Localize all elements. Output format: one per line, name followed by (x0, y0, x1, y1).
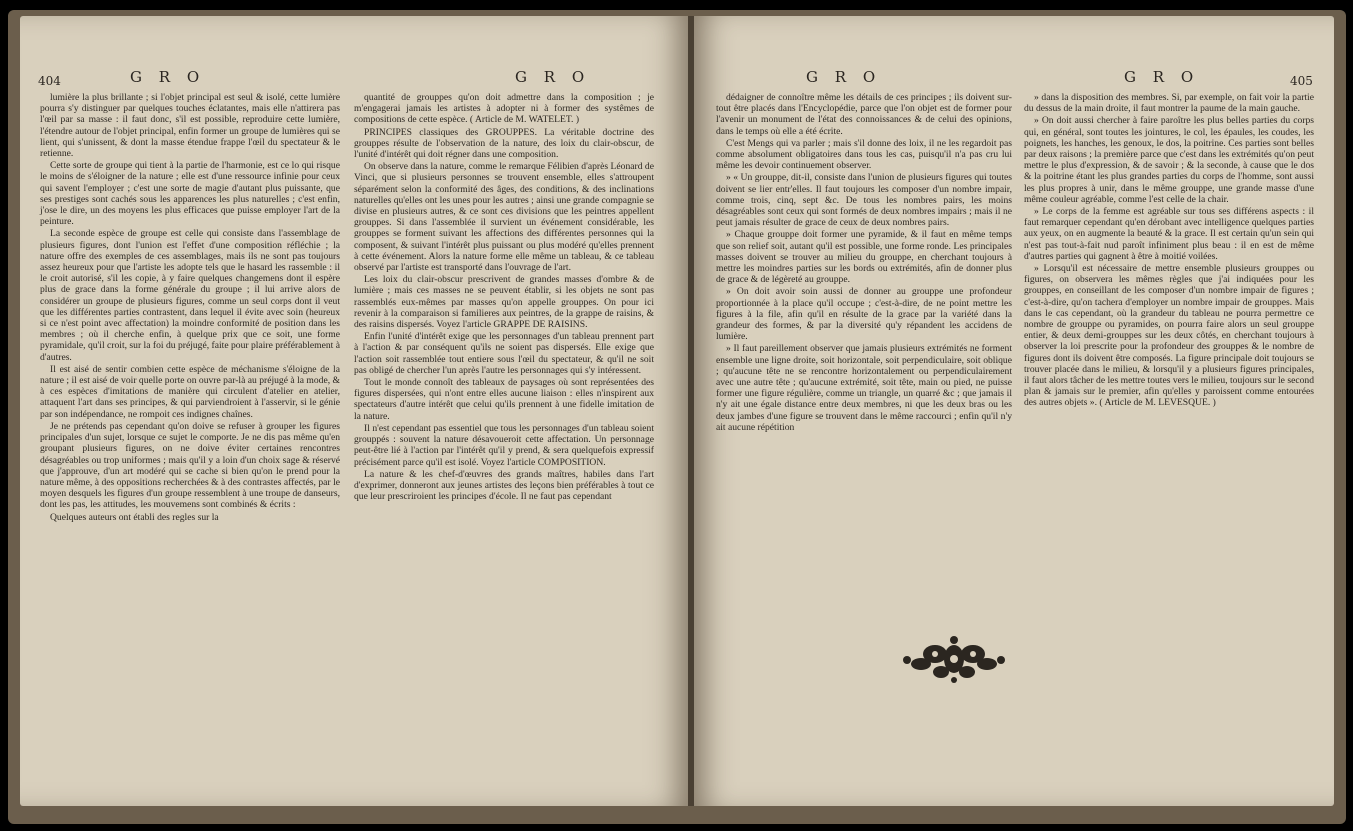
running-head-left-2: G R O (515, 68, 591, 86)
right-page (694, 16, 1334, 806)
quoted-paragraph: » Le corps de la femme est agréable sur tous ses différens aspects : il faut remarquer cependant qu'en dérobant avec intelligence quelques parties aux yeux, on en augmente la beauté & la grace. Il est certain qu'un sein qui n'est pas tout-à-fait nud paroît infiniment plus beau : il en est de même d'autres parties qui gagnent à être à moitié voilées. (1024, 206, 1314, 262)
running-head-left-1: G R O (130, 68, 206, 86)
paragraph: dédaigner de connoître même les détails de ces principes ; ils doivent sur-tout être placés dans l'Encyclopédie, parce que l'on objet est de former pour l'avenir un monument de l'état des connoissances & de celui des opinions, dans le temps où elle a été écrite. (716, 92, 1012, 137)
paragraph: Cette sorte de groupe qui tient à la partie de l'harmonie, est ce lo qui risque le moins de s'éloigner de la nature ; elle est d'une ressource infinie pour ceux qui savent l'employer ; c'est une sorte de magie d'autant plus puissante, que ses prestiges sont cachés sous les apparences les plus naturelles ; c'est enfin, j'ose le dire, un des moyens les plus efficaces que puisse employer l'art de la peinture. (40, 160, 340, 228)
quoted-paragraph: » Il faut pareillement observer que jamais plusieurs extrémités ne forment ensemble une ligne droite, soit horizontale, soit perpendiculaire, soit oblique ; qu'aucune tête ne se rencontre horizontalement ou perpendiculairement avec une autre tête ; qu'aucune extrémité, soit tête, main ou pied, ne puisse former une figure régulière, comme un triangle, un quarré &c ; que jamais il n'y ait une égale distance entre deux membres, ni que les deux bras ou les deux jambes d'une figure se trouvent dans le même raccourci ; enfin qu'il n'y ait aucune répétition (716, 343, 1012, 433)
left-column-1 (40, 92, 340, 524)
paragraph: Il n'est cependant pas essentiel que tous les personnages d'un tableau soient grouppés : souvent la nature désavoueroit cette affectation. Un personnage peut-être lié à l'action par l'intérêt qu'il y prend, & sera quelquefois expressif précisément parce qu'il est isolé. Voyez l'article COMPOSITION. (354, 422, 654, 468)
right-column-1 (716, 92, 1012, 434)
paragraph: C'est Mengs qui va parler ; mais s'il donne des loix, il ne les regardoit pas comme absolument obligatoires dans tous les cas, puisqu'il n'a pas cru lui même les devoir continuement observer. (716, 137, 1012, 172)
paragraph: Je ne prétends pas cependant qu'on doive se refuser à grouper les figures principales d'un sujet, lorsque ce sujet le comporte. Je ne dis pas même qu'en groupant plusieurs figures, on ne doive éviter certaines rencontres désagréables ou trop uniformes ; mais qu'il y a loin d'un choix sage & réservé que j'approuve, d'un art modéré qui se cache si bien qu'on le prend pour la nature même, à des oppositions recherchées & à des contrastes affectés, par le moyen desquels les figures d'un groupe ressemblent à une troupe de danseurs, dont les pas, les attitudes, les mouvemens sont combinés & écrits : (40, 420, 340, 511)
paragraph: Enfin l'unité d'intérêt exige que les personnages d'un tableau prennent part à l'action & par conséquent qu'ils ne soient pas dispersés. Elle exige que l'action soit rassemblée tout entiere sous l'œil du spectateur, & qu'il ne soit pas obligé de chercher l'un après l'autre les personnages qui s'y intéressent. (354, 331, 654, 376)
quoted-paragraph: » On doit avoir soin aussi de donner au grouppe une profondeur proportionnée à la place qu'il occupe ; c'est-à-dire, de ne point mettre les figures à la file, afin qu'il en résulte de la grace par la variété dans la grandeur des formes, & par la diversité qu'y répandent les accidens de lumière. (716, 286, 1012, 342)
paragraph: quantité de grouppes qu'on doit admettre dans la composition ; je m'engagerai jamais les artistes à adopter ni à former des systêmes de compositions de cette espèce. ( Article de M. WATELET. ) (354, 92, 654, 126)
paragraph: La nature & les chef-d'œuvres des grands maîtres, habiles dans l'art d'exprimer, donneront aux jeunes artistes des leçons bien préférables à tout ce que leur prescriroient les principes d'école. Il ne faut pas cependant (354, 468, 654, 503)
paragraph: Les loix du clair-obscur prescrivent de grandes masses d'ombre & de lumière ; mais ces masses ne se peuvent établir, si les objets ne sont pas rassemblés eux-mêmes par masses qu'on appelle grouppes. On pour ici revenir à la comparaison si familieres aux peintres, de la grappe de raisins, & des raisins dispersés. Voyez l'article GRAPPE DE RAISINS. (354, 274, 654, 331)
paragraph: On observe dans la nature, comme le remarque Félibien d'après Léonard de Vinci, que si plusieurs personnes se trouvent ensemble, elles s'attroupent séparément selon la conformité des âges, des conditions, & des inclinations naturelles qu'elles ont les unes pour les autres ; ainsi une grande compagnie se divise en plusieurs autres, & ce sont ces divisions que les peintres appellent grouppes. Si dans l'assemblée il survient un événement considérable, les grouppes se forment suivant les affections des différentes personnes qui la composent, & suivant l'intérêt plus puissant ou plus modéré qu'elles prennent à cette événement. Alors la nature forme elle même un tableau, & ce tableau observé par l'artiste est transporté dans l'ouvrage de l'art. (354, 161, 654, 274)
paragraph: Il est aisé de sentir combien cette espèce de méchanisme s'éloigne de la nature ; il est aisé de voir quelle porte on ouvre par-là au préjugé à la mode, & à ces espèces d'imitations de manière qui circulent d'atelier en atelier, attaquent l'art dans ses principes, & qui parviendroient à l'asservir, si le génie par son indépendance, ne rompoit ces indignes chaînes. (40, 363, 340, 420)
left-column-2 (354, 92, 654, 503)
right-column-2 (1024, 92, 1314, 410)
quoted-paragraph: » dans la disposition des membres. Si, par exemple, on fait voir la partie du dessus de la main droite, il faut montrer la paume de la main gauche. (1024, 92, 1314, 114)
quoted-paragraph: » « Un grouppe, dit-il, consiste dans l'union de plusieurs figures qui toutes doivent se lier entr'elles. Il faut toujours les composer d'un nombre impair, comme trois, cinq, sept &c. De tous les nombres pairs, les moins désagréables sont ceux qui sont formés de deux nombres impairs ; mais il ne peut jamais résulter de grace de ceux de deux nombres pairs. (716, 172, 1012, 228)
page-number-left: 404 (38, 74, 61, 88)
paragraph: Quelques auteurs ont établi des regles sur la (50, 511, 219, 523)
quoted-paragraph: » Chaque grouppe doit former une pyramide, & il faut en même temps que son relief soit, autant qu'il est possible, une forme ronde. Les principales masses doivent se trouver au milieu du grouppe, en cherchant toujours à mettre les moindres parties sur les bords ou extrémités, afin de donner plus de grace & de légèreté au grouppe. (716, 229, 1012, 285)
paragraph: La seconde espèce de groupe est celle qui consiste dans l'assemblage de plusieurs figures, dont l'union est l'effet d'une composition réfléchie ; la nature offre des exemples de ces assemblages, mais ils ne sont pas toujours assez heureux pour que l'artiste les adopte tels que le hasard les rassemble : il le croit autorisé, s'il les copie, à y faire quelques changemens dont il espère plus de grace dans la forme générale du groupe ; il lui arrive alors de considérer un groupe de plusieurs figures, comme un seul corps dont il veut que les différentes parties contrastent, dans lequel il évite avec soin (heureux si ce n'est point avec affectation) la moindre conformité de position dans les membres ; où il cherche enfin, à quelque prix que ce soit, une forme pyramidale, qu'il croit, sur la foi du préjugé, faite pour plaire préférablement à d'autres. (40, 228, 340, 363)
paragraph: Tout le monde connoît des tableaux de paysages où sont représentées des figures dispersées, qui n'ont entre elles aucune liaison : elles n'inspirent aux spectateurs d'autre intérêt que celui qu'ils prennent à une fidelle imitation de la nature. (354, 377, 654, 422)
paragraph: PRINCIPES classiques des GROUPPES. La véritable doctrine des grouppes résulte de l'observation de la nature, des loix du clair-obscur, de l'unité d'intérêt qui doit régner dans une composition. (354, 126, 654, 161)
page-number-right: 405 (1290, 74, 1313, 88)
running-head-right-2: G R O (1124, 68, 1200, 86)
quoted-paragraph: » Lorsqu'il est nécessaire de mettre ensemble plusieurs grouppes ou figures, on observera les mêmes règles que j'ai indiquées pour les grouppes, en conseillant de les composer d'un nombre impair de figures ; c'est-à-dire, qu'on tachera d'employer un nombre impair de grouppes. Mais dans le cas cependant, où la grandeur du tableau ne pourra permettre ce nombre de grouppe ou pyramides, on pourra faire alors un seul grouppe entier, & deux demi-grouppes sur les deux côtés, en cherchant toujours à observer la loi prescrite pour la profondeur des grouppes & le nombre de figures dont ils doivent être composés. La figure principale doit toujours se trouver placée dans le milieu, & lorsqu'il y a plusieurs figures principales, il faut alors tâcher de les mettre toutes vers le milieu, toujours sur le second plan & jamais sur le premier, afin qu'elles y paroissent comme entourées des autres objets ». ( Article de M. LEVESQUE. ) (1024, 263, 1314, 409)
floral-ornament-icon (899, 632, 1009, 686)
left-page (20, 16, 688, 806)
paragraph: lumière la plus brillante ; si l'objet principal est seul & isolé, cette lumière pourra s'y distinguer par quelques touches éclatantes, mais elle n'attirera pas l'œil par sa masse : il faut donc, s'il est possible, reproduire cette lumière, l'étendre autour de l'objet principal, enfin former un groupe de lumières qui se lient, qui s'unissent, & dont la masse étendue frappe l'œil du spectateur & le retienne. (40, 92, 340, 160)
running-head-right-1: G R O (806, 68, 882, 86)
quoted-paragraph: » On doit aussi chercher à faire paroître les plus belles parties du corps qui, en général, sont toutes les jointures, le col, les épaules, les coudes, les poignets, les hanches, les genoux, le dos, la poitrine. Ces parties sont belles par deux raisons ; la première parce que c'est dans les extrémités qu'on peut mettre le plus d'expression, & de savoir ; & la seconde, à cause que le dos & la poitrine étant les plus grandes parties du corps de l'homme, sont aussi les plus propres à unir, dans le même grouppe, une grande masse d'une même couleur agréable, comme l'est celle de la chair. (1024, 115, 1314, 205)
